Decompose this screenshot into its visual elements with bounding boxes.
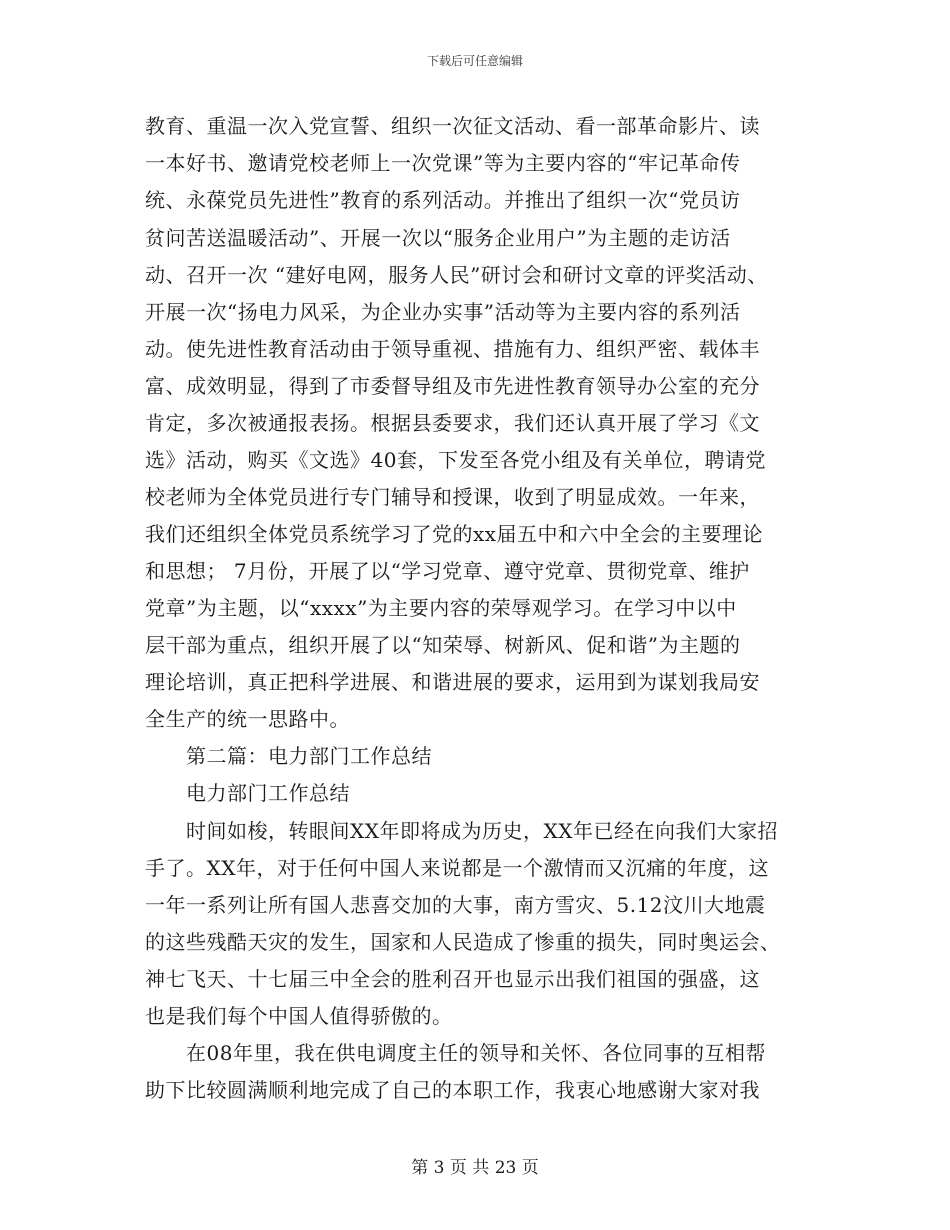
body-line: 富、成效明显，得到了市委督导组及市先进性教育领导办公室的充分 <box>145 374 760 398</box>
body-line: 动、召开一次 “建好电网，服务人民”研讨会和研讨文章的评奖活动、 <box>145 263 768 287</box>
body-line: 和思想； 7月份，开展了以“学习党章、遵守党章、贯彻党章、维护 <box>145 559 750 583</box>
body-line: 我们还组织全体党员系统学习了党的xx届五中和六中全会的主要理论 <box>145 522 764 546</box>
body-line: 贫问苦送温暖活动”、开展一次以“服务企业用户”为主题的走访活 <box>145 226 731 250</box>
body-line: 助下比较圆满顺利地完成了自己的本职工作，我衷心地感谢大家对我 <box>145 1078 760 1102</box>
body-line: 一本好书、邀请党校老师上一次党课”等为主要内容的“牢记革命传 <box>145 151 741 175</box>
body-line: 全生产的统一思路中。 <box>145 707 350 731</box>
body-line: 教育、重温一次入党宣誓、组织一次征文活动、看一部革命影片、读 <box>145 114 760 138</box>
section-heading: 第二篇：电力部门工作总结 <box>186 744 432 768</box>
body-line: 在08年里，我在供电调度主任的领导和关怀、各位同事的互相帮 <box>186 1041 766 1065</box>
body-line: 层干部为重点，组织开展了以“知荣辱、树新风、促和谐”为主题的 <box>145 633 741 657</box>
body-line: 一年一系列让所有国人悲喜交加的大事，南方雪灾、5.12汶川大地震 <box>145 893 766 917</box>
page-header: 下载后可任意编辑 <box>426 54 523 68</box>
body-line: 统、永葆党员先进性”教育的系列活动。并推出了组织一次“党员访 <box>145 188 741 212</box>
body-line: 选》活动，购买《文选》40套，下发至各党小组及有关单位，聘请党 <box>145 448 766 472</box>
body-line: 的这些残酷天灾的发生，国家和人民造成了惨重的损失，同时奥运会、 <box>145 930 781 954</box>
section-subtitle: 电力部门工作总结 <box>186 781 350 805</box>
body-line: 手了。XX年，对于任何中国人来说都是一个激情而又沉痛的年度，这 <box>145 856 769 880</box>
body-line: 也是我们每个中国人值得骄傲的。 <box>145 1004 453 1028</box>
body-line: 党章”为主题，以“xxxx”为主要内容的荣辱观学习。在学习中以中 <box>145 596 737 620</box>
body-line: 理论培训，真正把科学进展、和谐进展的要求，运用到为谋划我局安 <box>145 670 760 694</box>
body-line: 开展一次“扬电力风采，为企业办实事”活动等为主要内容的系列活 <box>145 300 741 324</box>
body-line: 时间如梭，转眼间XX年即将成为历史，XX年已经在向我们大家招 <box>186 819 778 843</box>
body-line: 肯定，多次被通报表扬。根据县委要求，我们还认真开展了学习《文 <box>145 411 760 435</box>
body-line: 神七飞天、十七届三中全会的胜利召开也显示出我们祖国的强盛，这 <box>145 967 760 991</box>
body-line: 动。使先进性教育活动由于领导重视、措施有力、组织严密、载体丰 <box>145 337 760 361</box>
page-footer: 第 3 页 共 23 页 <box>411 1158 539 1178</box>
body-line: 校老师为全体党员进行专门辅导和授课，收到了明显成效。一年来， <box>145 485 760 509</box>
